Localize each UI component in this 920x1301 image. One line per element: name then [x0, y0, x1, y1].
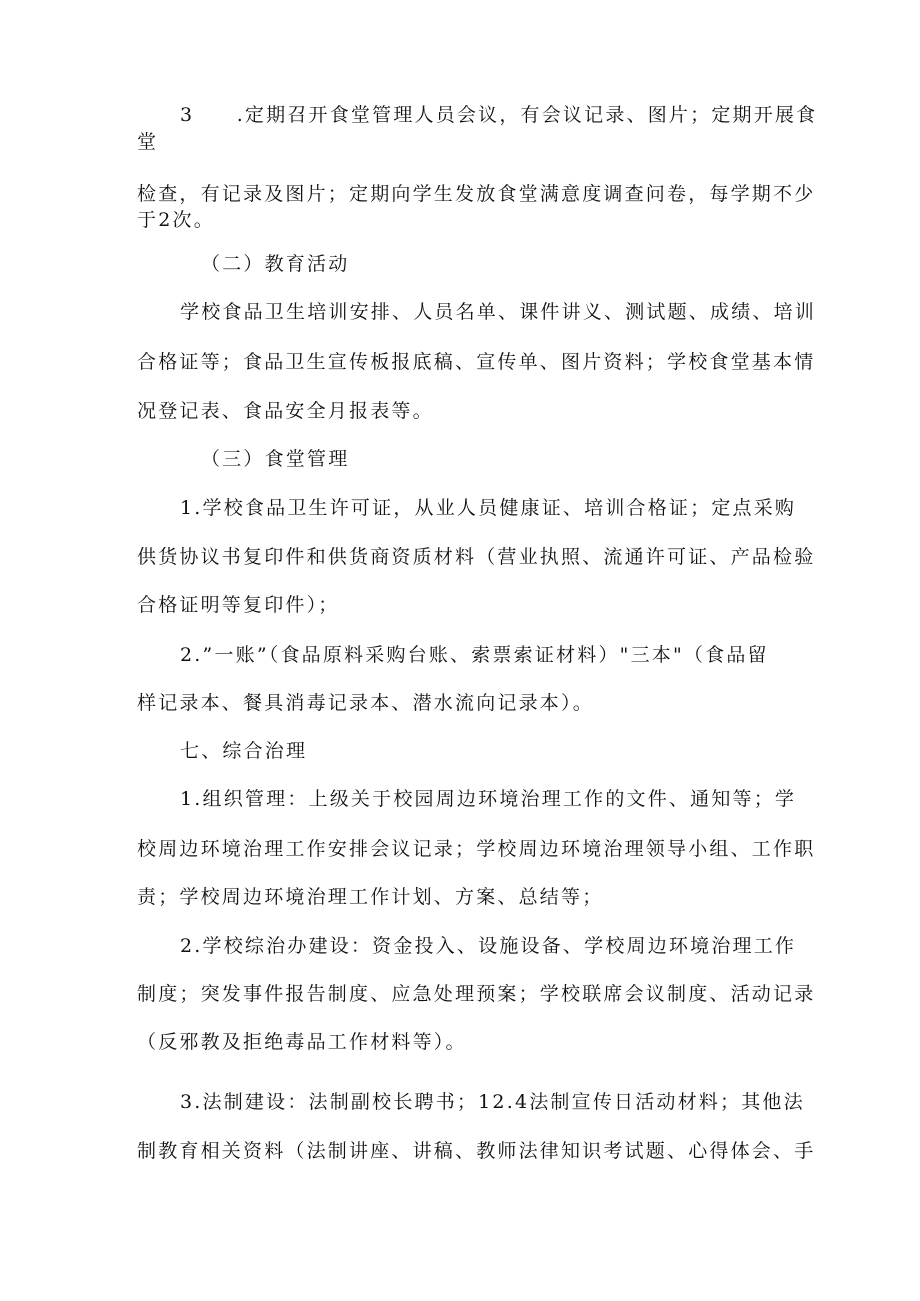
text-line: 1.学校食品卫生许可证，从业人员健康证、培训合格证；定点采购 — [180, 497, 797, 519]
section-heading: （三）食堂管理 — [201, 448, 350, 470]
text-line: 合格证明等复印件）； — [137, 594, 340, 616]
text-line: 样记录本、餐具消毒记录本、潜水流向记录本）。 — [137, 692, 594, 714]
text-line: 责；学校周边环境治理工作计划、方案、总结等； — [137, 886, 604, 908]
text-line: 校周边环境治理工作安排会议记录；学校周边环境治理领导小组、工作职 — [137, 838, 816, 860]
text-line: 2.”一账”（食品原料采购台账、索票索证材料）"三本"（食品留 — [180, 644, 769, 666]
text-line: 供货协议书复印件和供货商资质材料（营业执照、流通许可证、产品检验 — [137, 546, 816, 568]
text-line: （反邪教及拒绝毒品工作材料等）。 — [137, 1031, 467, 1053]
text-line: 3 .定期召开食堂管理人员会议，有会议记录、图片；定期开展食 — [180, 104, 818, 126]
text-line: 于2次。 — [137, 209, 215, 231]
text-line: 学校食品卫生培训安排、人员名单、课件讲义、测试题、成绩、培训 — [180, 301, 817, 323]
text-line: 1.组织管理：上级关于校园周边环境治理工作的文件、通知等；学 — [180, 788, 797, 810]
section-heading: （二）教育活动 — [201, 253, 350, 275]
text-line: 2.学校综治办建设：资金投入、设施设备、学校周边环境治理工作 — [180, 935, 797, 957]
text-line: 3.法制建设：法制副校长聘书；12.4法制宣传日活动材料；其他法 — [180, 1091, 805, 1113]
text-line: 况登记表、食品安全月报表等。 — [137, 400, 434, 422]
text-line: 检查，有记录及图片；定期向学生发放食堂满意度调查问卷，每学期不少 — [137, 183, 816, 205]
text-line: 制度；突发事件报告制度、应急处理预案；学校联席会议制度、活动记录 — [137, 983, 816, 1005]
text-line: 堂 — [137, 131, 159, 153]
section-heading: 七、综合治理 — [180, 740, 308, 762]
text-line: 合格证等；食品卫生宣传板报底稿、宣传单、图片资料；学校食堂基本情 — [137, 351, 816, 373]
text-line: 制教育相关资料（法制讲座、讲稿、教师法律知识考试题、心得体会、手 — [137, 1140, 816, 1162]
